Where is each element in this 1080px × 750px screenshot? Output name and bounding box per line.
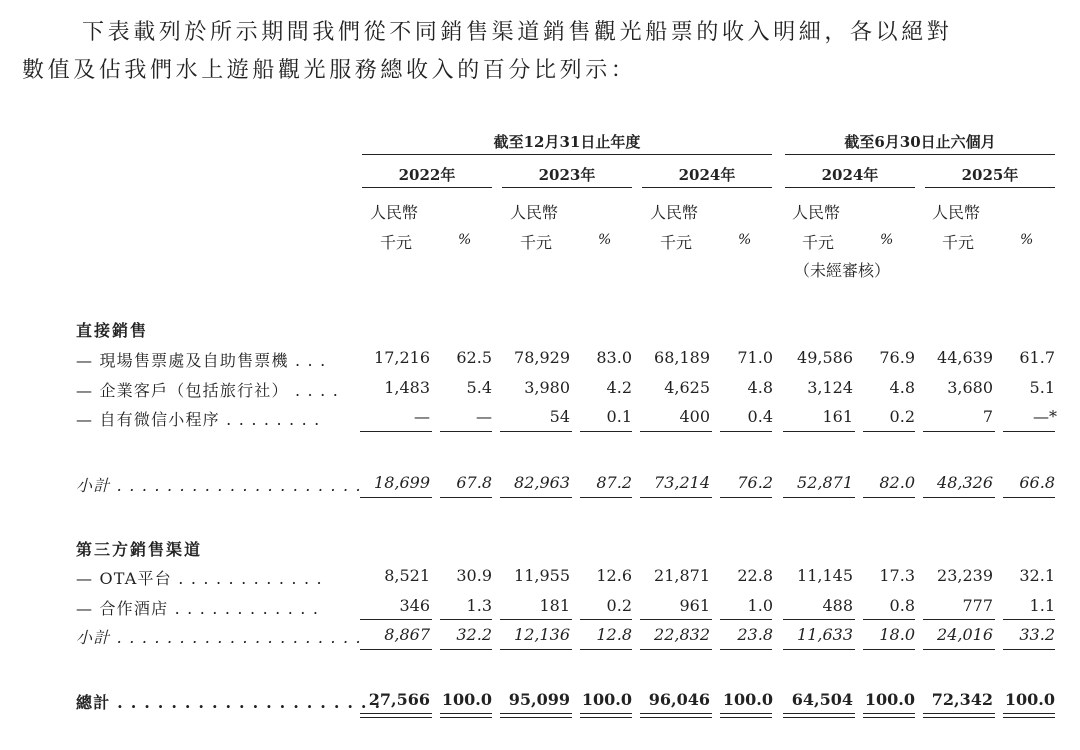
cell-rule (863, 431, 915, 432)
amount-unit: 千元 (942, 233, 975, 252)
table-cell: 49,586 (797, 348, 853, 367)
year-rule-2024-half (785, 187, 915, 188)
cell-rule (720, 619, 772, 620)
table-cell: 17,216 (374, 348, 430, 367)
currency-label: 人民幣 (792, 203, 841, 222)
table-cell: 8,867 (384, 625, 430, 644)
row-label: — OTA平台 . . . . . . . . . . . . (76, 569, 323, 588)
subtotal-label: 小計 . . . . . . . . . . . . . . . . . . . . (76, 628, 362, 647)
table-cell: 4.8 (889, 378, 915, 397)
table-cell: 488 (822, 596, 853, 615)
table-cell: 72,342 (931, 690, 993, 709)
table-cell: 961 (679, 596, 710, 615)
table-cell: 0.1 (606, 407, 632, 426)
table-cell: 0.2 (606, 596, 632, 615)
table-cell: 44,639 (937, 348, 993, 367)
table-cell: 12,136 (514, 625, 570, 644)
cell-rule (923, 497, 995, 498)
table-cell: 67.8 (456, 473, 492, 492)
table-cell: 11,633 (797, 625, 853, 644)
amount-unit: 千元 (520, 233, 553, 252)
table-cell: 4.8 (747, 378, 773, 397)
cell-rule (360, 619, 432, 620)
table-cell: 61.7 (1019, 348, 1055, 367)
subtotal-label: 小計 . . . . . . . . . . . . . . . . . . . . (76, 476, 362, 495)
cell-rule (783, 497, 855, 498)
table-cell: 82.0 (879, 473, 915, 492)
total-double-rule (360, 717, 432, 718)
table-cell: 18,699 (374, 473, 430, 492)
table-cell: 4,625 (664, 378, 710, 397)
total-double-rule (863, 717, 915, 718)
cell-rule (1003, 497, 1055, 498)
table-cell: 100.0 (441, 690, 492, 709)
total-double-rule (863, 713, 915, 714)
table-cell: 1.3 (466, 596, 492, 615)
cell-rule (863, 619, 915, 620)
table-cell: 1.0 (747, 596, 773, 615)
year-rule-2025 (925, 187, 1055, 188)
total-double-rule (580, 713, 632, 714)
table-cell: 161 (822, 407, 853, 426)
cell-rule (1003, 649, 1055, 650)
intro-line-2: 數值及佔我們水上遊船觀光服務總收入的百分比列示： (22, 58, 637, 83)
cell-rule (440, 619, 492, 620)
pct-unit: % (1020, 232, 1034, 248)
table-cell: 22.8 (737, 566, 773, 585)
cell-rule (923, 619, 995, 620)
group-header-annual: 截至12月31日止年度 (493, 133, 641, 151)
pct-unit: % (880, 232, 894, 248)
table-cell: 78,929 (514, 348, 570, 367)
table-cell: 21,871 (654, 566, 710, 585)
cell-rule (863, 649, 915, 650)
table-cell: 64,504 (791, 690, 853, 709)
table-cell: 96,046 (648, 690, 710, 709)
total-double-rule (923, 713, 995, 714)
year-header-2024-half: 2024年 (821, 166, 879, 184)
table-cell: 71.0 (737, 348, 773, 367)
total-double-rule (1003, 713, 1055, 714)
cell-rule (500, 431, 572, 432)
total-double-rule (1003, 717, 1055, 718)
table-cell: 1.1 (1029, 596, 1055, 615)
table-cell: 3,680 (947, 378, 993, 397)
table-cell: 3,124 (807, 378, 853, 397)
total-label: 總計 . . . . . . . . . . . . . . . . . . . . (76, 693, 382, 712)
total-double-rule (640, 713, 712, 714)
table-cell: 32.2 (456, 625, 492, 644)
cell-rule (863, 497, 915, 498)
cell-rule (783, 649, 855, 650)
cell-rule (720, 431, 772, 432)
table-cell: 73,214 (654, 473, 710, 492)
total-double-rule (500, 713, 572, 714)
table-cell: 5.4 (466, 378, 492, 397)
table-cell: 32.1 (1019, 566, 1055, 585)
row-label: — 合作酒店 . . . . . . . . . . . . (76, 599, 320, 618)
cell-rule (640, 497, 712, 498)
table-cell: 0.2 (889, 407, 915, 426)
cell-rule (360, 431, 432, 432)
table-cell: 100.0 (581, 690, 632, 709)
total-double-rule (783, 717, 855, 718)
group-header-annual-rule (362, 154, 772, 155)
table-cell: 400 (679, 407, 710, 426)
table-cell: 8,521 (384, 566, 430, 585)
table-cell: —* (1033, 407, 1057, 426)
intro-paragraph (22, 14, 1062, 90)
year-rule-2024 (642, 187, 772, 188)
table-cell: 22,832 (654, 625, 710, 644)
row-label: — 自有微信小程序 . . . . . . . . (76, 410, 321, 429)
table-cell: 87.2 (596, 473, 632, 492)
table-cell: 181 (539, 596, 570, 615)
cell-rule (500, 649, 572, 650)
cell-rule (1003, 619, 1055, 620)
table-cell: 33.2 (1019, 625, 1055, 644)
table-cell: 4.2 (606, 378, 632, 397)
table-cell: 95,099 (508, 690, 570, 709)
total-double-rule (923, 717, 995, 718)
table-cell: 100.0 (722, 690, 773, 709)
pct-unit: % (738, 232, 752, 248)
total-double-rule (440, 717, 492, 718)
table-cell: 5.1 (1029, 378, 1055, 397)
table-cell: 1,483 (384, 378, 430, 397)
cell-rule (640, 649, 712, 650)
total-double-rule (440, 713, 492, 714)
table-cell: 17.3 (879, 566, 915, 585)
table-cell: 76.2 (737, 473, 773, 492)
table-cell: 27,566 (368, 690, 430, 709)
cell-rule (923, 649, 995, 650)
table-cell: 12.6 (596, 566, 632, 585)
cell-rule (783, 431, 855, 432)
year-header-2022: 2022年 (398, 166, 456, 184)
table-cell: 82,963 (514, 473, 570, 492)
amount-unit: 千元 (802, 233, 835, 252)
table-cell: 52,871 (797, 473, 853, 492)
table-cell: 0.8 (889, 596, 915, 615)
table-cell: 11,145 (797, 566, 853, 585)
table-cell: 48,326 (937, 473, 993, 492)
cell-rule (720, 649, 772, 650)
currency-label: 人民幣 (650, 203, 699, 222)
table-cell: 30.9 (456, 566, 492, 585)
table-cell: 23.8 (737, 625, 773, 644)
cell-rule (440, 431, 492, 432)
group-header-halfyear-rule (785, 154, 1055, 155)
section-title-third-party: 第三方銷售渠道 (76, 540, 203, 559)
cell-rule (580, 649, 632, 650)
pct-unit: % (458, 232, 472, 248)
cell-rule (640, 431, 712, 432)
amount-unit: 千元 (660, 233, 693, 252)
table-cell: 7 (982, 407, 993, 426)
row-label: — 企業客戶（包括旅行社） . . . . (76, 381, 339, 400)
row-label: — 現場售票處及自助售票機 . . . (76, 351, 327, 370)
group-header-halfyear: 截至6月30日止六個月 (844, 133, 996, 151)
table-cell: 0.4 (747, 407, 773, 426)
total-double-rule (640, 717, 712, 718)
table-cell: 3,980 (524, 378, 570, 397)
table-cell: 12.8 (596, 625, 632, 644)
pct-unit: % (598, 232, 612, 248)
cell-rule (923, 431, 995, 432)
currency-label: 人民幣 (370, 203, 419, 222)
cell-rule (580, 619, 632, 620)
total-double-rule (500, 717, 572, 718)
cell-rule (580, 431, 632, 432)
total-double-rule (580, 717, 632, 718)
table-cell: 62.5 (456, 348, 492, 367)
table-cell: 23,239 (937, 566, 993, 585)
amount-unit: 千元 (380, 233, 413, 252)
table-cell: 346 (399, 596, 430, 615)
table-cell: 777 (962, 596, 993, 615)
unaudited-note: （未經審核） (794, 261, 891, 280)
table-cell: 100.0 (864, 690, 915, 709)
table-cell: 18.0 (879, 625, 915, 644)
year-header-2024: 2024年 (678, 166, 736, 184)
year-header-2025: 2025年 (961, 166, 1019, 184)
year-rule-2023 (502, 187, 632, 188)
table-cell: 66.8 (1019, 473, 1055, 492)
table-cell: 68,189 (654, 348, 710, 367)
intro-line-1: 下表載列於所示期間我們從不同銷售渠道銷售觀光船票的收入明細，各以絕對 (82, 20, 953, 45)
currency-label: 人民幣 (932, 203, 981, 222)
cell-rule (500, 619, 572, 620)
currency-label: 人民幣 (510, 203, 559, 222)
total-double-rule (783, 713, 855, 714)
cell-rule (720, 497, 772, 498)
table-cell: 83.0 (596, 348, 632, 367)
cell-rule (500, 497, 572, 498)
total-double-rule (720, 717, 772, 718)
section-title-direct-sales: 直接銷售 (76, 321, 149, 340)
total-double-rule (720, 713, 772, 714)
cell-rule (783, 619, 855, 620)
table-cell: 76.9 (879, 348, 915, 367)
cell-rule (360, 497, 432, 498)
table-cell: 54 (549, 407, 570, 426)
table-cell: — (476, 407, 492, 426)
year-rule-2022 (362, 187, 492, 188)
table-cell: 100.0 (1004, 690, 1055, 709)
table-cell: — (414, 407, 430, 426)
cell-rule (580, 497, 632, 498)
table-cell: 24,016 (937, 625, 993, 644)
total-double-rule (360, 713, 432, 714)
table-cell: 11,955 (514, 566, 570, 585)
cell-rule (640, 619, 712, 620)
cell-rule (1003, 431, 1055, 432)
cell-rule (440, 649, 492, 650)
cell-rule (360, 649, 432, 650)
cell-rule (440, 497, 492, 498)
year-header-2023: 2023年 (538, 166, 596, 184)
